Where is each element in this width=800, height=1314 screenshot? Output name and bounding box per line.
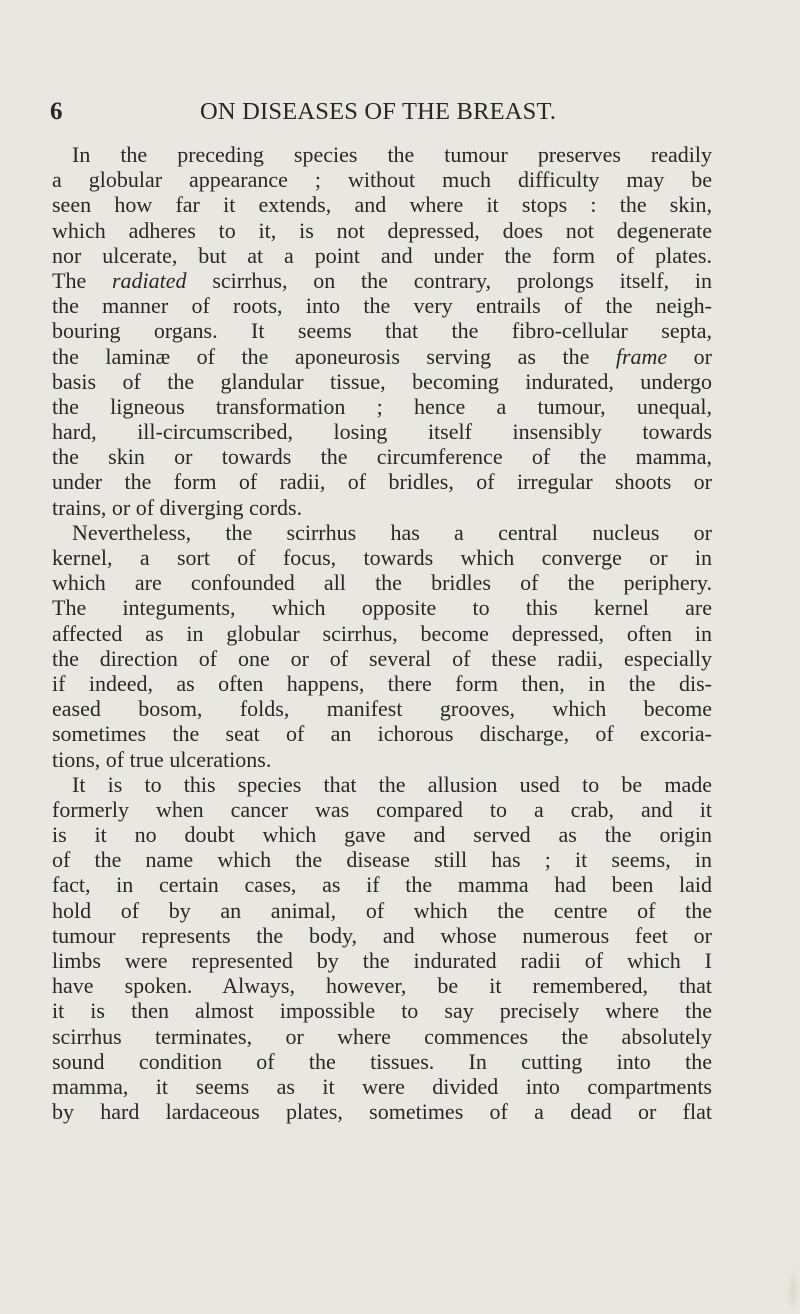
text-run: by hard lardaceous plates, sometimes of a dead or flat [52, 1099, 712, 1125]
text-run: is it no doubt which gave and served as the origin [52, 822, 712, 848]
text-line [52, 520, 712, 545]
text-line [52, 495, 712, 520]
text-line [52, 1074, 712, 1099]
paragraph [52, 772, 712, 1125]
text-line [52, 923, 712, 948]
text-line [52, 948, 712, 973]
text-line [52, 747, 712, 772]
text-run: which adheres to it, is not depressed, does not degenerate [52, 217, 712, 243]
text-line [52, 797, 712, 822]
text-line [52, 998, 712, 1023]
text-line [52, 898, 712, 923]
text-run: under the form of radii, of bridles, of irregular shoots or [52, 469, 712, 495]
text-line [52, 419, 712, 444]
text-line [52, 142, 712, 167]
text-run: the skin or towards the circumference of the mamma, [52, 444, 712, 470]
text-line [52, 646, 712, 671]
text-run: if indeed, as often happens, there form then, in the dis- [52, 670, 712, 696]
text-run: eased bosom, folds, manifest grooves, which become [52, 696, 712, 722]
text-line [52, 847, 712, 872]
text-run: sound condition of the tissues. In cutting into the [52, 1048, 712, 1074]
text-run: bouring organs. It seems that the fibro-cellular septa, [52, 318, 712, 344]
text-line [52, 772, 712, 797]
text-line [52, 344, 712, 369]
page-number: 6 [50, 98, 63, 125]
text-run: or [667, 343, 713, 369]
italic-text: frame [615, 343, 668, 369]
text-run: the direction of one or of several of these radii, especially [52, 645, 712, 671]
text-run: of the name which the disease still has ; it seems, in [52, 847, 712, 873]
italic-text: radiated [111, 267, 187, 293]
text-line [52, 218, 712, 243]
text-run: The integuments, which opposite to this kernel are [52, 595, 712, 621]
text-run: hold of by an animal, of which the centre of the [52, 897, 712, 923]
text-run: scirrhus, on the contrary, prolongs itself, in [186, 267, 712, 293]
text-run: a globular appearance ; without much difficulty may be [52, 167, 712, 193]
text-run: nor ulcerate, but at a point and under the form of plates. [52, 242, 712, 268]
text-line [52, 318, 712, 343]
text-line [52, 696, 712, 721]
text-run: sometimes the seat of an ichorous discharge, of excoria- [52, 721, 712, 747]
text-line [52, 243, 712, 268]
text-run: hard, ill-circumscribed, losing itself insensibly towards [52, 419, 712, 445]
paper-stain [786, 1268, 800, 1314]
text-run: mamma, it seems as it were divided into compartments [52, 1073, 712, 1099]
text-line [52, 973, 712, 998]
text-line [52, 1099, 712, 1124]
text-run: trains, or of diverging cords. [52, 494, 303, 520]
text-run: It is to this species that the allusion used to be made [72, 771, 712, 797]
text-line [52, 671, 712, 696]
text-line [52, 621, 712, 646]
text-line [52, 595, 712, 620]
text-run: affected as in globular scirrhus, become depressed, often in [52, 620, 712, 646]
text-run: fact, in certain cases, as if the mamma had been laid [52, 872, 712, 898]
text-line [52, 369, 712, 394]
text-run: it is then almost impossible to say precisely where the [52, 998, 712, 1024]
text-run: basis of the glandular tissue, becoming indurated, undergo [52, 368, 712, 394]
text-run: limbs were represented by the indurated radii of which I [52, 948, 712, 973]
paragraph [52, 142, 712, 520]
text-run: the manner of roots, into the very entrails of the neigh- [52, 293, 712, 319]
text-run: have spoken. Always, however, be it remembered, that [52, 973, 712, 999]
text-line [52, 167, 712, 192]
text-line [52, 192, 712, 217]
text-line [52, 721, 712, 746]
text-line [52, 545, 712, 570]
text-run: the laminæ of the aponeurosis serving as the [52, 343, 616, 369]
body-text [52, 142, 712, 1124]
text-run: formerly when cancer was compared to a crab, and it [52, 796, 712, 822]
text-run: tions, of true ulcerations. [52, 746, 272, 772]
text-run: The [52, 267, 112, 293]
text-run: In the preceding species the tumour preserves readily [72, 142, 712, 167]
text-line [52, 1024, 712, 1049]
text-run: which are confounded all the bridles of the periphery. [52, 570, 712, 596]
text-run: tumour represents the body, and whose numerous feet or [52, 922, 712, 948]
text-line [52, 469, 712, 494]
text-line [52, 1049, 712, 1074]
text-line [52, 570, 712, 595]
paragraph [52, 520, 712, 772]
running-title: ON DISEASES OF THE BREAST. [200, 98, 557, 125]
text-run: kernel, a sort of focus, towards which converge or in [52, 545, 712, 570]
text-run: the ligneous transformation ; hence a tumour, unequal, [52, 393, 712, 419]
text-line [52, 394, 712, 419]
text-line [52, 872, 712, 897]
text-line [52, 822, 712, 847]
text-line [52, 444, 712, 469]
text-run: seen how far it extends, and where it stops : the skin, [52, 192, 712, 218]
running-head [50, 96, 710, 128]
text-run: Nevertheless, the scirrhus has a central nucleus or [72, 519, 712, 545]
text-line [52, 268, 712, 293]
text-line [52, 293, 712, 318]
text-run: scirrhus terminates, or where commences the absolutely [52, 1023, 712, 1049]
